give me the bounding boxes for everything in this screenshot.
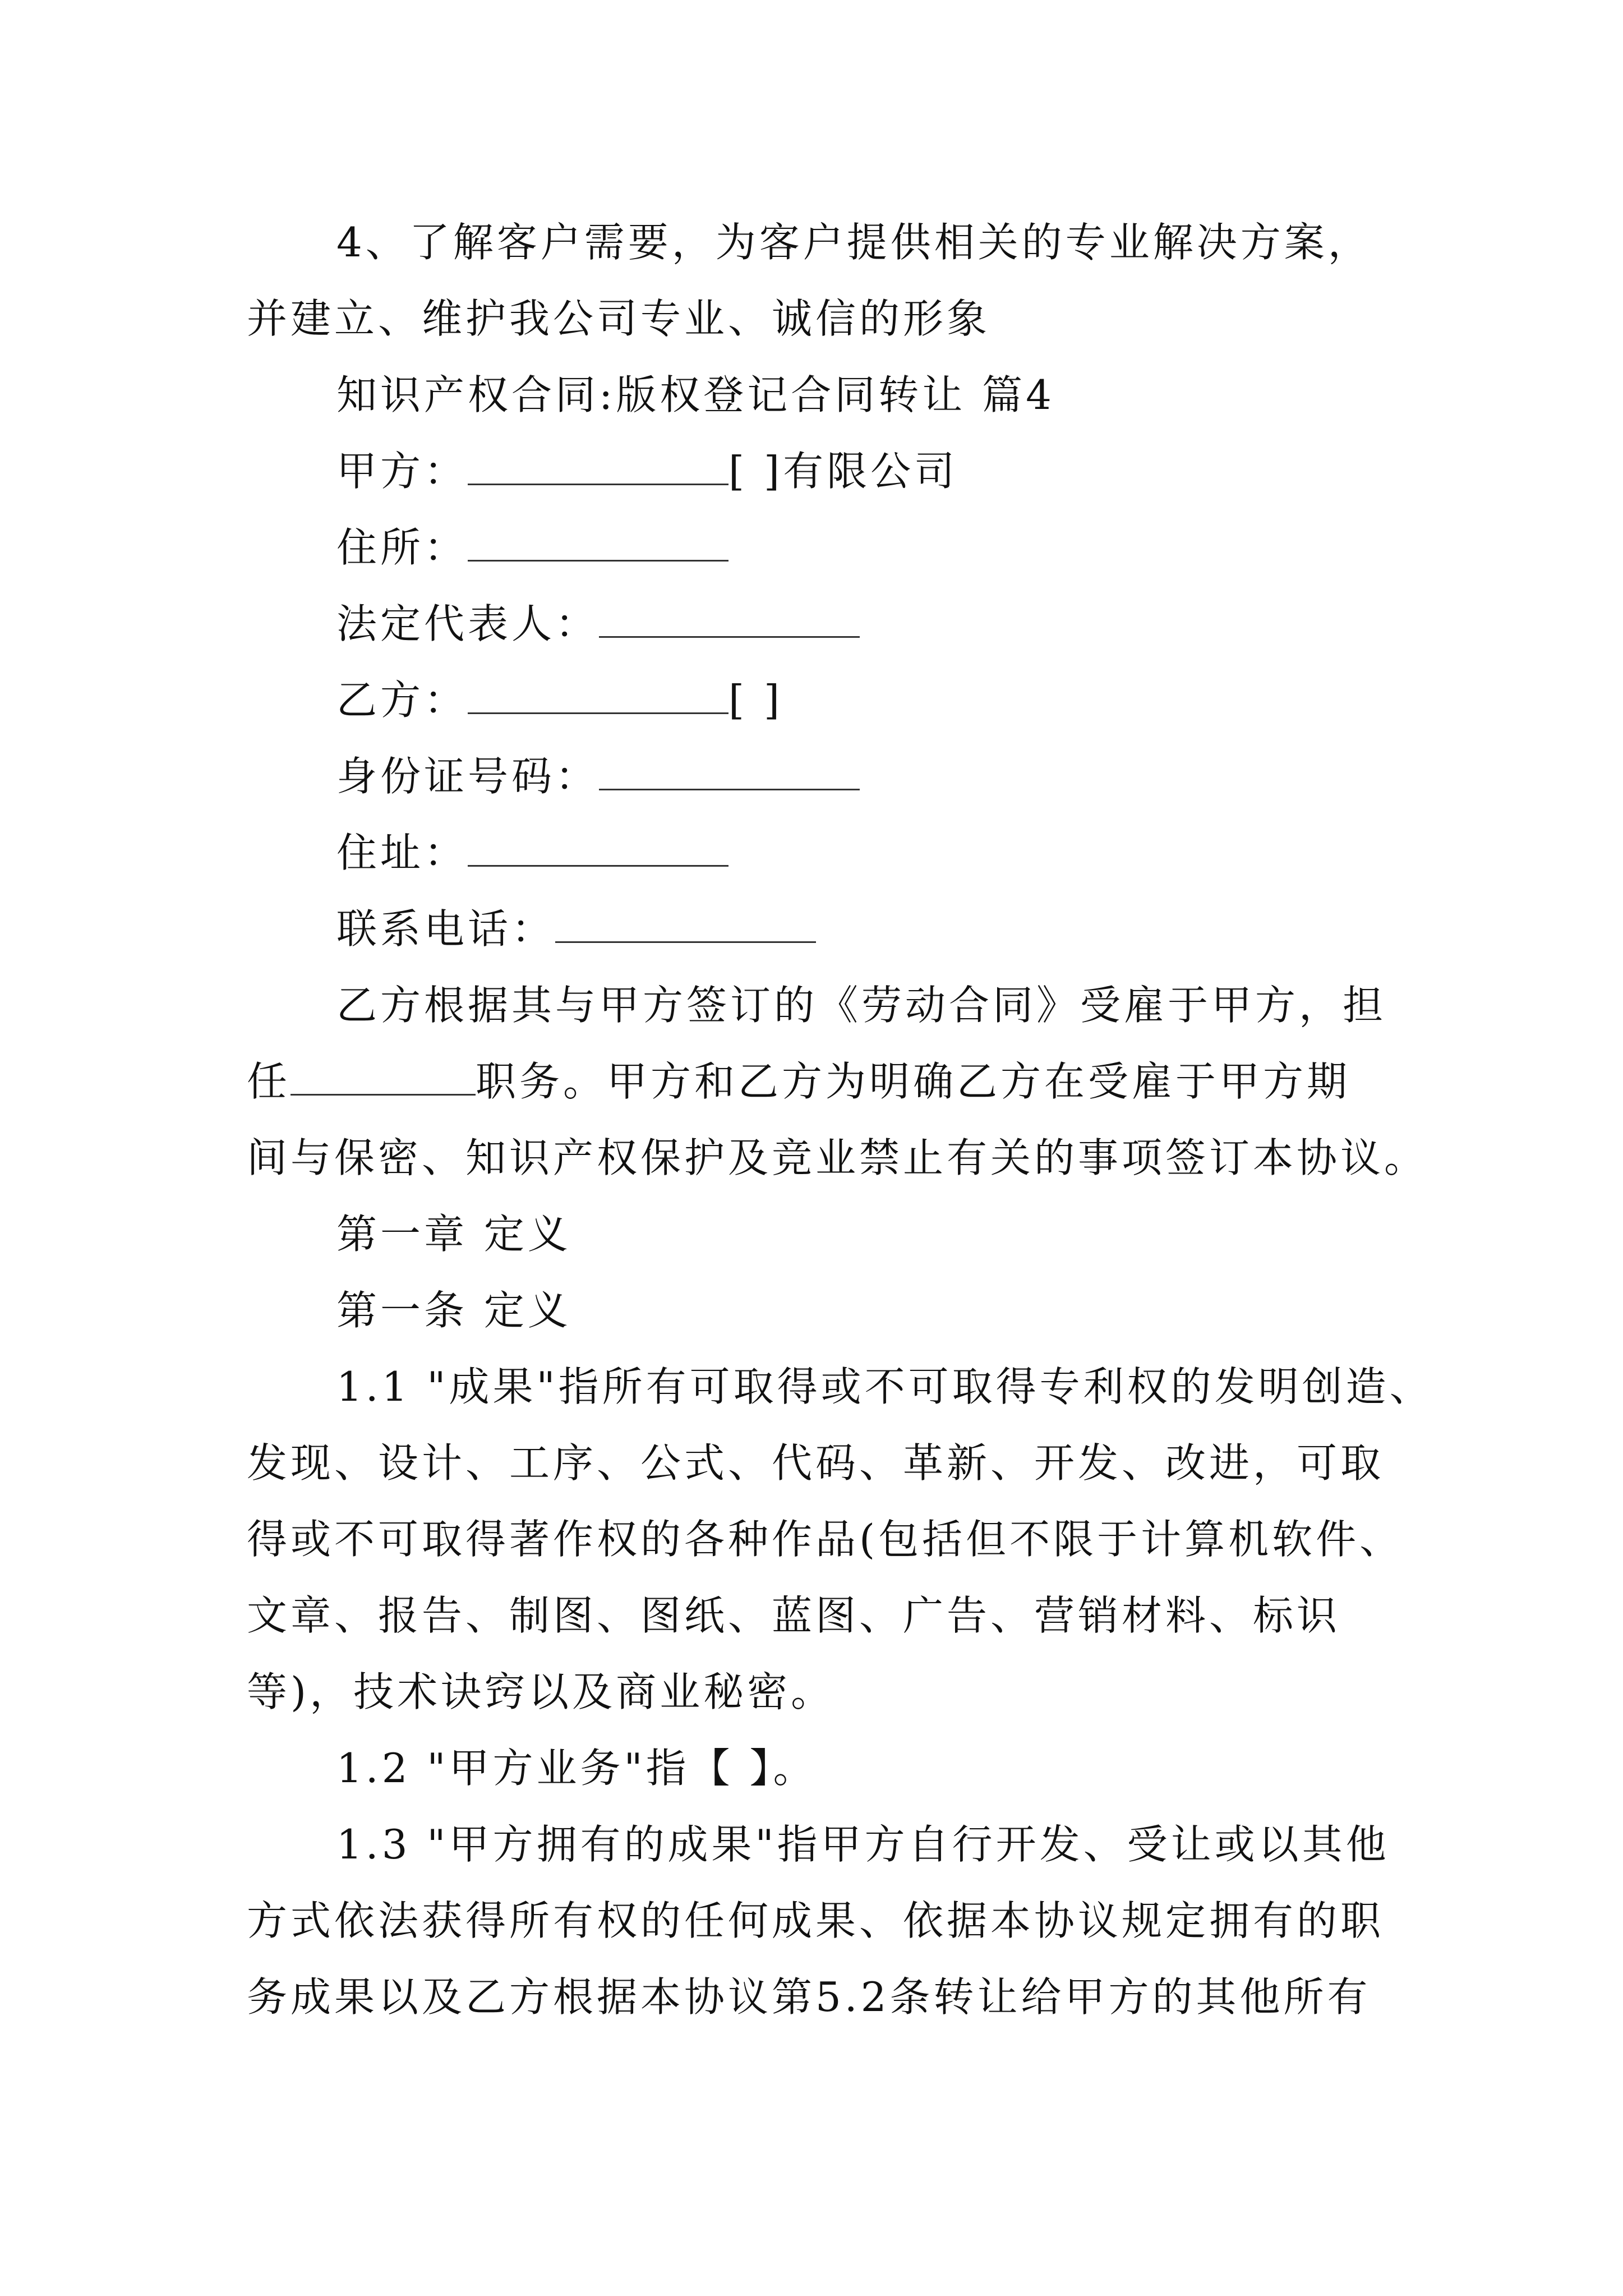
paragraph-line: 4、了解客户需要，为客户提供相关的专业解决方案， — [336, 219, 1372, 266]
paragraph-line: 间与保密、知识产权保护及竞业禁止有关的事项签订本协议。 — [247, 1134, 1428, 1181]
paragraph-line: 得或不可取得著作权的各种作品(包括但不限于计算机软件、 — [247, 1516, 1404, 1563]
paragraph-line: 并建立、维护我公司专业、诚信的形象 — [247, 295, 991, 342]
residence-row — [336, 519, 728, 576]
phone-row — [336, 901, 816, 957]
section-heading: 知识产权合同:版权登记合同转让 篇4 — [336, 371, 1055, 418]
paragraph-line: 乙方根据其与甲方签订的《劳动合同》受雇于甲方，担 — [336, 982, 1387, 1029]
party-b-suffix: [ ] — [728, 677, 783, 724]
address-row — [336, 825, 728, 881]
employment-row — [247, 1053, 1350, 1110]
paragraph-line: 1.1 "成果"指所有可取得或不可取得专利权的发明创造、 — [336, 1363, 1433, 1410]
party-b-label: 乙方： — [336, 677, 468, 724]
id-number-blank — [599, 753, 860, 790]
id-number-label: 身份证号码： — [336, 753, 600, 800]
id-number-row — [336, 748, 860, 804]
party-a-row — [336, 443, 958, 499]
legal-rep-label: 法定代表人： — [336, 600, 600, 647]
party-a-suffix: [ ]有限公司 — [728, 448, 958, 495]
paragraph-line: 1.2 "甲方业务"指【 】。 — [336, 1745, 817, 1792]
party-b-row — [336, 672, 783, 728]
party-a-label: 甲方： — [336, 448, 468, 495]
employment-prefix: 任 — [247, 1058, 291, 1105]
paragraph-line: 1.3 "甲方拥有的成果"指甲方自行开发、受让或以其他 — [336, 1821, 1390, 1868]
paragraph-line: 等)，技术诀窍以及商业秘密。 — [247, 1668, 835, 1715]
article-heading: 第一条 定义 — [336, 1287, 571, 1334]
phone-label: 联系电话： — [336, 905, 556, 953]
position-blank — [291, 1058, 476, 1096]
paragraph-line: 文章、报告、制图、图纸、蓝图、广告、营销材料、标识 — [247, 1592, 1341, 1639]
address-label: 住址： — [336, 829, 468, 876]
chapter-heading: 第一章 定义 — [336, 1211, 571, 1258]
party-a-blank — [468, 448, 728, 485]
phone-blank — [555, 905, 816, 943]
paragraph-line: 方式依法获得所有权的任何成果、依据本协议规定拥有的职 — [247, 1897, 1385, 1944]
legal-rep-blank — [599, 600, 860, 638]
address-blank — [468, 829, 728, 867]
party-b-blank — [468, 677, 728, 714]
employment-suffix: 职务。甲方和乙方为明确乙方在受雇于甲方期 — [476, 1058, 1351, 1105]
residence-label: 住所： — [336, 524, 468, 571]
paragraph-line: 发现、设计、工序、公式、代码、革新、开发、改进，可取 — [247, 1439, 1385, 1487]
paragraph-line: 务成果以及乙方根据本协议第5.2条转让给甲方的其他所有 — [247, 1973, 1371, 2021]
residence-blank — [468, 524, 728, 562]
legal-rep-row — [336, 596, 860, 652]
